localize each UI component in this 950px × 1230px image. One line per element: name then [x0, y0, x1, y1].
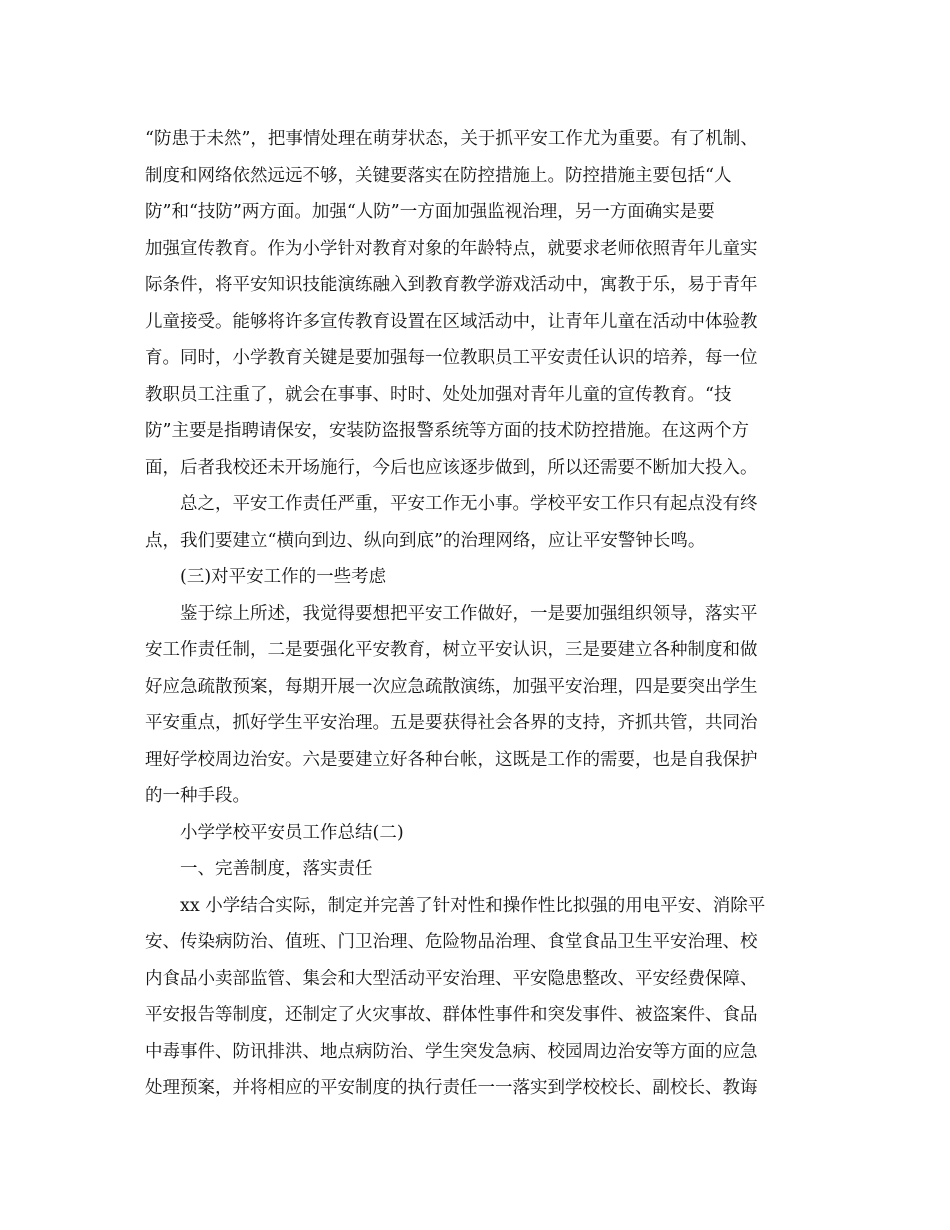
text-line: 际条件，将平安知识技能演练融入到教育教学游戏活动中，寓教于乐，易于青年 — [145, 275, 758, 295]
text-line: 中毒事件、防讯排洪、地点病防治、学生突发急病、校园周边治安等方面的应急 — [145, 1041, 758, 1062]
text-line: 平安报告等制度，还制定了火灾事故、群体性事件和突发事件、被盗案件、食品 — [145, 1005, 758, 1025]
text-line: 好应急疏散预案，每期开展一次应急疏散演练，加强平安治理，四是要突出学生 — [145, 676, 758, 697]
document-subtitle: 小学学校平安员工作总结(二) — [145, 822, 404, 843]
text-line: 育。同时，小学教育关键是要加强每一位教职员工平安责任认识的培养，每一位 — [145, 348, 758, 368]
text-line: 加强宣传教育。作为小学针对教育对象的年龄特点，就要求老师依照青年儿童实 — [145, 238, 758, 259]
text-line: 安、传染病防治、值班、门卫治理、危险物品治理、食堂食品卫生平安治理、校 — [145, 932, 758, 952]
paragraph-start-line: 鉴于综上所述，我觉得要想把平安工作做好，一是要加强组织领导，落实平 — [145, 603, 758, 624]
text-line: 安工作责任制，二是要强化平安教育，树立平安认识，三是要建立各种制度和做 — [145, 640, 758, 660]
text-line: 面，后者我校还未开场施行，今后也应该逐步做到，所以还需要不断加大投入。 — [145, 457, 758, 478]
paragraph-start-line: xx 小学结合实际，制定并完善了针对性和操作性比拟强的用电平安、消除平 — [145, 895, 766, 916]
text-line: “防患于未然”，把事情处理在萌芽状态，关于抓平安工作尤为重要。有了机制、 — [145, 129, 758, 149]
text-line: 内食品小卖部监管、集会和大型活动平安治理、平安隐患整改、平安经费保障、 — [145, 968, 758, 989]
paragraph-start-line: 总之，平安工作责任严重，平安工作无小事。学校平安工作只有起点没有终 — [145, 494, 758, 514]
section-heading: (三)对平安工作的一些考虑 — [145, 567, 387, 587]
text-line: 点，我们要建立“横向到边、纵向到底”的治理网络，应让平安警钟长鸣。 — [145, 530, 706, 551]
text-line: 处理预案，并将相应的平安制度的执行责任一一落实到学校校长、副校长、教诲 — [145, 1078, 758, 1098]
text-line: 防”和“技防”两方面。加强“人防”一方面加强监视治理，另一方面确实是要 — [145, 202, 715, 222]
document-body — [145, 121, 815, 1107]
text-line: 教职员工注重了，就会在事事、时时、处处加强对青年儿童的宣传教育。“技 — [145, 384, 732, 405]
text-line: 理好学校周边治安。六是要建立好各种台帐，这既是工作的需要，也是自我保护 — [145, 749, 758, 770]
text-line: 儿童接受。能够将许多宣传教育设置在区域活动中，让青年儿童在活动中体验教 — [145, 311, 758, 332]
text-line: 防”主要是指聘请保安，安装防盗报警系统等方面的技术防控措施。在这两个方 — [145, 421, 749, 441]
text-line: 的一种手段。 — [145, 786, 250, 806]
text-line: 制度和网络依然远远不够，关键要落实在防控措施上。防控措施主要包括“人 — [145, 165, 732, 186]
text-line: 平安重点，抓好学生平安治理。五是要获得社会各界的支持，齐抓共管，共同治 — [145, 713, 758, 733]
section-heading: 一、完善制度，落实责任 — [145, 859, 373, 879]
